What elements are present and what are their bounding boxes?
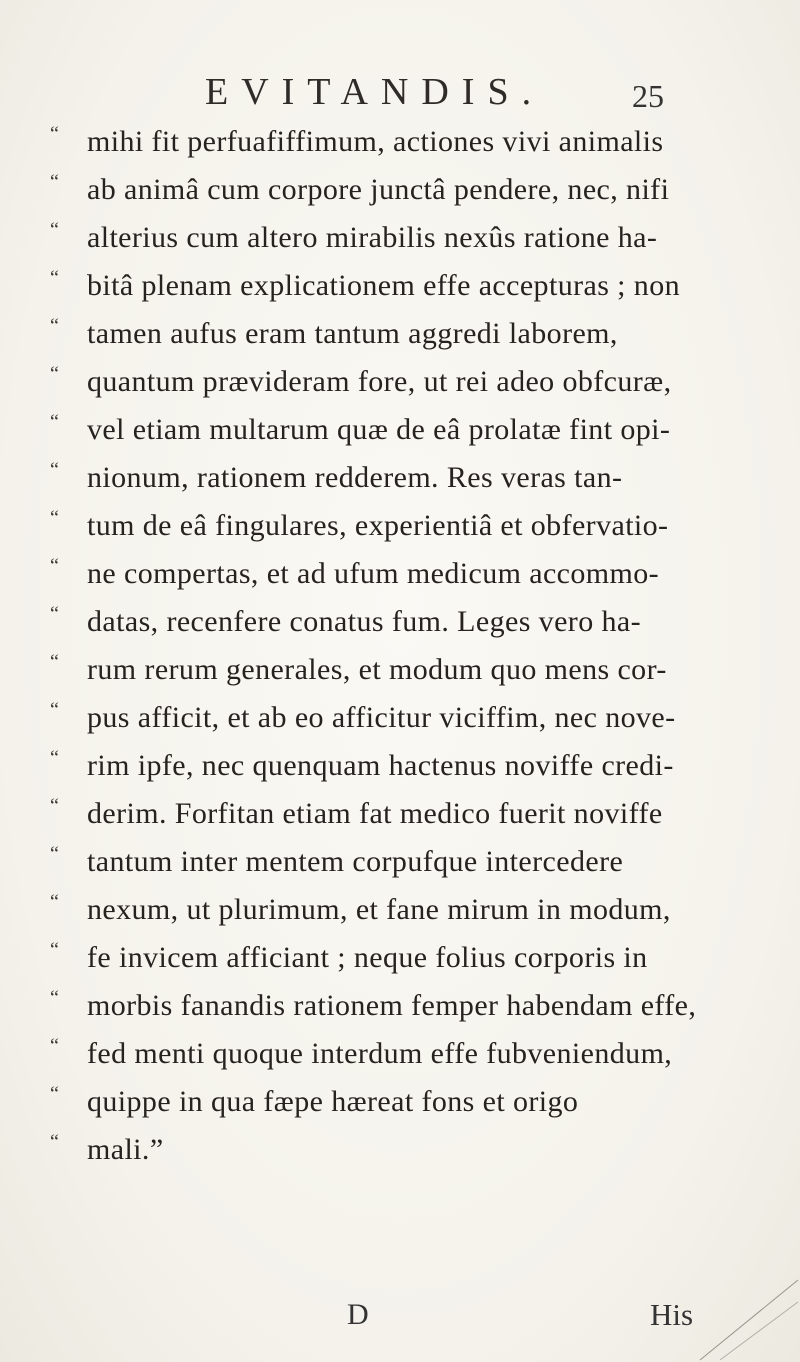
body-text bbox=[0, 118, 800, 1174]
quotation-mark: “ bbox=[50, 843, 59, 865]
text-line bbox=[0, 838, 800, 886]
quotation-mark: “ bbox=[50, 651, 59, 673]
quotation-mark: “ bbox=[50, 411, 59, 433]
line-text: vel etiam multarum quæ de eâ prolatæ fint opi- bbox=[87, 413, 671, 446]
text-line bbox=[0, 310, 800, 358]
line-text: bitâ plenam explicationem effe accepturas ; non bbox=[87, 269, 681, 302]
text-line bbox=[0, 358, 800, 406]
line-text: rim ipfe, nec quenquam hactenus noviffe credi- bbox=[87, 749, 674, 782]
text-line bbox=[0, 742, 800, 790]
text-line bbox=[0, 598, 800, 646]
line-text: mihi fit perfuafiffimum, actiones vivi animalis bbox=[87, 125, 664, 158]
line-text: ne compertas, et ad ufum medicum accommo- bbox=[87, 557, 660, 590]
quotation-mark: “ bbox=[50, 363, 59, 385]
quotation-mark: “ bbox=[50, 1131, 59, 1153]
line-text: fe invicem afficiant ; neque folius corporis in bbox=[87, 941, 648, 974]
quotation-mark: “ bbox=[50, 219, 59, 241]
signature-mark: D bbox=[347, 1298, 369, 1331]
quotation-mark: “ bbox=[50, 507, 59, 529]
line-text: derim. Forfitan etiam fat medico fuerit noviffe bbox=[87, 797, 663, 830]
catchword: His bbox=[650, 1297, 694, 1332]
quotation-mark: “ bbox=[50, 171, 59, 193]
line-text: pus afficit, et ab eo afficitur viciffim, nec nove- bbox=[87, 701, 676, 734]
line-text: quippe in qua fæpe hæreat fons et origo bbox=[87, 1085, 579, 1118]
line-text: nionum, rationem redderem. Res veras tan- bbox=[87, 461, 623, 494]
quotation-mark: “ bbox=[50, 603, 59, 625]
line-text: nexum, ut plurimum, et fane mirum in modum, bbox=[87, 893, 671, 926]
text-line bbox=[0, 1126, 800, 1174]
line-text: tantum inter mentem corpufque intercedere bbox=[87, 845, 624, 878]
text-line bbox=[0, 454, 800, 502]
line-text: morbis fanandis rationem femper habendam effe, bbox=[87, 989, 697, 1022]
page-corner-fold bbox=[680, 1272, 800, 1362]
text-line bbox=[0, 694, 800, 742]
quotation-mark: “ bbox=[50, 555, 59, 577]
line-text: fed menti quoque interdum effe fubveniendum, bbox=[87, 1037, 673, 1070]
line-text: tamen aufus eram tantum aggredi laborem, bbox=[87, 317, 618, 350]
page-number: 25 bbox=[632, 78, 664, 114]
text-line bbox=[0, 646, 800, 694]
text-line bbox=[0, 118, 800, 166]
text-line bbox=[0, 790, 800, 838]
quotation-mark: “ bbox=[50, 1035, 59, 1057]
line-text: alterius cum altero mirabilis nexûs ratione ha- bbox=[87, 221, 658, 254]
quotation-mark: “ bbox=[50, 747, 59, 769]
text-line bbox=[0, 982, 800, 1030]
text-line bbox=[0, 550, 800, 598]
text-line bbox=[0, 1078, 800, 1126]
text-line bbox=[0, 886, 800, 934]
text-line bbox=[0, 262, 800, 310]
quotation-mark: “ bbox=[50, 891, 59, 913]
quotation-mark: “ bbox=[50, 699, 59, 721]
text-line bbox=[0, 166, 800, 214]
line-text: rum rerum generales, et modum quo mens cor- bbox=[87, 653, 667, 686]
quotation-mark: “ bbox=[50, 987, 59, 1009]
quotation-mark: “ bbox=[50, 267, 59, 289]
quotation-mark: “ bbox=[50, 939, 59, 961]
text-line bbox=[0, 934, 800, 982]
text-line bbox=[0, 502, 800, 550]
text-line bbox=[0, 1030, 800, 1078]
quotation-mark: “ bbox=[50, 315, 59, 337]
line-text: ab animâ cum corpore junctâ pendere, nec, nifi bbox=[87, 173, 670, 206]
line-text: datas, recenfere conatus fum. Leges vero ha- bbox=[87, 605, 641, 638]
line-text: quantum prævideram fore, ut rei adeo obfcuræ, bbox=[87, 365, 672, 398]
text-line bbox=[0, 214, 800, 262]
line-text: tum de eâ fingulares, experientiâ et obfervatio- bbox=[87, 509, 669, 542]
line-text: mali.” bbox=[87, 1133, 164, 1166]
text-line bbox=[0, 406, 800, 454]
running-head: EVITANDIS. bbox=[205, 71, 545, 113]
quotation-mark: “ bbox=[50, 1083, 59, 1105]
quotation-mark: “ bbox=[50, 123, 59, 145]
quotation-mark: “ bbox=[50, 795, 59, 817]
quotation-mark: “ bbox=[50, 459, 59, 481]
